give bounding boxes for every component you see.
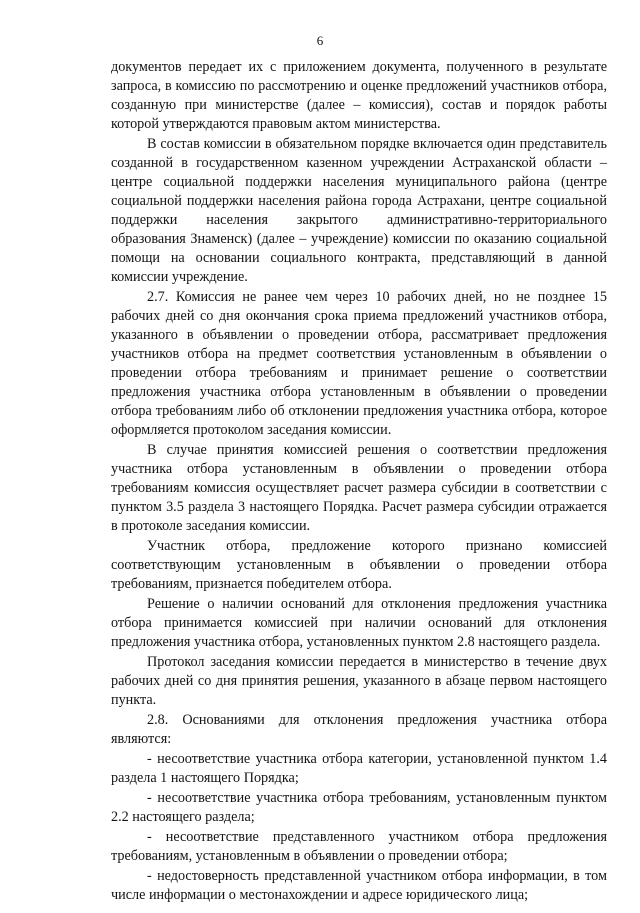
paragraph: Протокол заседания комиссии передается в министерство в течение двух рабочих дней со дня принятия решения, указанного в абзаце первом настоящего пункта.	[111, 654, 607, 708]
list-item: - несоответствие участника отбора требованиям, установленным пунктом 2.2 настоящего раздела;	[111, 790, 607, 825]
paragraph: В состав комиссии в обязательном порядке включается один представитель созданной в государственном казенном учреждении Астраханской области – центре социальной поддержки населения муниципального района (центре социальной поддержки населения района города Астрахани, центре социальной поддержки населения закрытого административно-территориального образования Знаменск) (далее – учреждение) комиссии по оказанию социальной помощи на основании социального контракта, представляющий в данной комиссии учреждение.	[111, 136, 607, 285]
page-number: 6	[316, 33, 324, 48]
paragraph: Участник отбора, предложение которого признано комиссией соответствующим установленным в объявлении о проведении отбора требованиям, признается победителем отбора.	[111, 538, 607, 592]
paragraph: 2.8. Основаниями для отклонения предложения участника отбора являются:	[111, 712, 607, 747]
list-item: - несоответствие представленного участником отбора предложения требованиям, установленным в объявлении о проведении отбора;	[111, 829, 607, 864]
list-item: - недостоверность представленной участником отбора информации, в том числе информации о местонахождении и адресе юридического лица;	[111, 868, 607, 903]
document-body	[111, 58, 607, 905]
paragraph: документов передает их с приложением документа, полученного в результате запроса, в комиссию по рассмотрению и оценке предложений участников отбора, созданную при министерстве (далее – комиссия), состав и порядок работы которой утверждаются правовым актом министерства.	[111, 59, 607, 132]
list-item: - несоответствие участника отбора категории, установленной пунктом 1.4 раздела 1 настоящего Порядка;	[111, 751, 607, 786]
paragraph: Решение о наличии оснований для отклонения предложения участника отбора принимается комиссией при наличии оснований для отклонения предложения участника отбора, установленных пунктом 2.8 настоящего раздела.	[111, 596, 607, 650]
paragraph: 2.7. Комиссия не ранее чем через 10 рабочих дней, но не позднее 15 рабочих дней со дня окончания срока приема предложений участников отбора, указанного в объявлении о проведении отбора, рассматривает предложения участников отбора на предмет соответствия установленным в объявлении о проведении отбора требованиям и принимает решение о соответствии предложения участника отбора установленным в объявлении о проведении отбора требованиям либо об отклонении предложения участника отбора, которое оформляется протоколом заседания комиссии.	[111, 289, 607, 438]
paragraph: В случае принятия комиссией решения о соответствии предложения участника отбора установленным в объявлении о проведении отбора требованиям комиссия осуществляет расчет размера субсидии в соответствии с пунктом 3.5 раздела 3 настоящего Порядка. Расчет размера субсидии отражается в протоколе заседания комиссии.	[111, 442, 607, 534]
